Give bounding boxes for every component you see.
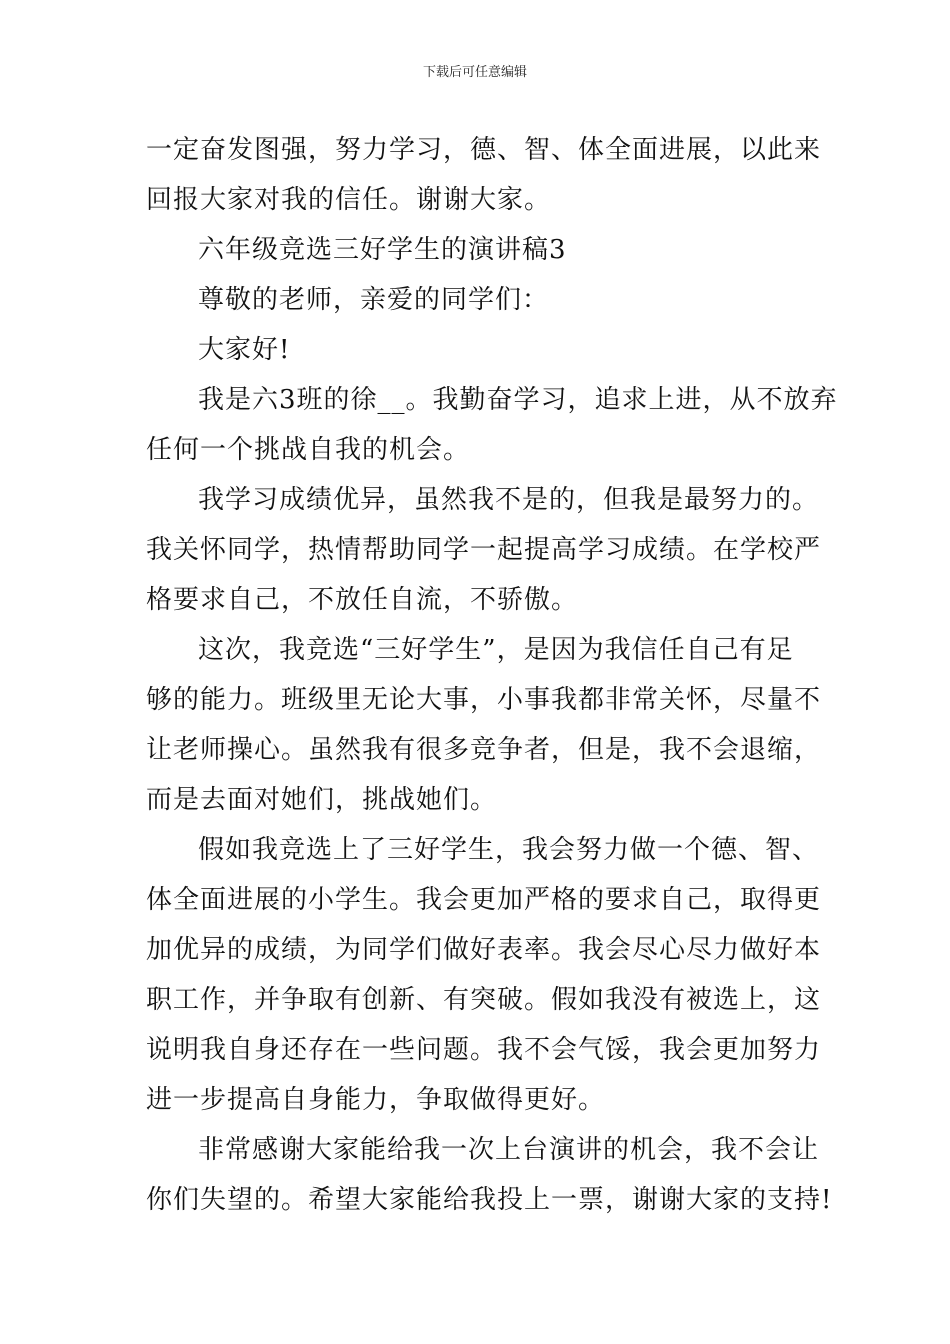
paragraph-line: 一定奋发图强，努力学习，德、智、体全面进展，以此来 bbox=[146, 135, 822, 165]
paragraph-line: 这次，我竞选“三好学生”，是因为我信任自己有足 bbox=[198, 635, 794, 665]
paragraph-line: 进一步提高自身能力，争取做得更好。 bbox=[146, 1085, 606, 1115]
paragraph-line: 大家好! bbox=[198, 335, 291, 365]
paragraph bbox=[146, 825, 822, 1125]
document-body bbox=[146, 125, 838, 1225]
paragraph-line: 够的能力。班级里无论大事，小事我都非常关怀，尽量不 bbox=[146, 685, 822, 715]
paragraph-line: 假如我竞选上了三好学生，我会努力做一个德、智、 bbox=[198, 835, 820, 865]
paragraph-line: 说明我自身还存在一些问题。我不会气馁，我会更加努力 bbox=[146, 1035, 822, 1065]
paragraph-line: 我是六3班的徐__。我勤奋学习，追求上进，从不放弃 bbox=[198, 385, 838, 415]
paragraph bbox=[146, 275, 810, 325]
paragraph bbox=[146, 325, 810, 375]
paragraph-line: 格要求自己，不放任自流，不骄傲。 bbox=[146, 585, 579, 615]
paragraph bbox=[146, 625, 822, 825]
paragraph-line: 尊敬的老师，亲爱的同学们： bbox=[198, 285, 550, 315]
paragraph bbox=[146, 225, 810, 275]
paragraph-line: 回报大家对我的信任。谢谢大家。 bbox=[146, 185, 552, 215]
paragraph bbox=[146, 1125, 833, 1225]
paragraph bbox=[146, 475, 822, 625]
paragraph-line: 体全面进展的小学生。我会更加严格的要求自己，取得更 bbox=[146, 885, 822, 915]
paragraph bbox=[146, 375, 838, 475]
paragraph-line: 职工作，并争取有创新、有突破。假如我没有被选上，这 bbox=[146, 985, 822, 1015]
paragraph bbox=[146, 125, 822, 225]
paragraph-line: 六年级竞选三好学生的演讲稿3 bbox=[198, 235, 567, 265]
paragraph-line: 非常感谢大家能给我一次上台演讲的机会，我不会让 bbox=[198, 1135, 820, 1165]
page-header: 下载后可任意编辑 bbox=[422, 65, 527, 80]
paragraph-line: 加优异的成绩，为同学们做好表率。我会尽心尽力做好本 bbox=[146, 935, 822, 965]
paragraph-line: 让老师操心。虽然我有很多竞争者，但是，我不会退缩， bbox=[146, 735, 822, 765]
paragraph-line: 你们失望的。希望大家能给我投上一票，谢谢大家的支持! bbox=[146, 1185, 833, 1215]
paragraph-line: 我关怀同学，热情帮助同学一起提高学习成绩。在学校严 bbox=[146, 535, 822, 565]
paragraph-line: 而是去面对她们，挑战她们。 bbox=[146, 785, 498, 815]
paragraph-line: 我学习成绩优异，虽然我不是的，但我是最努力的。 bbox=[198, 485, 820, 515]
paragraph-line: 任何一个挑战自我的机会。 bbox=[146, 435, 471, 465]
